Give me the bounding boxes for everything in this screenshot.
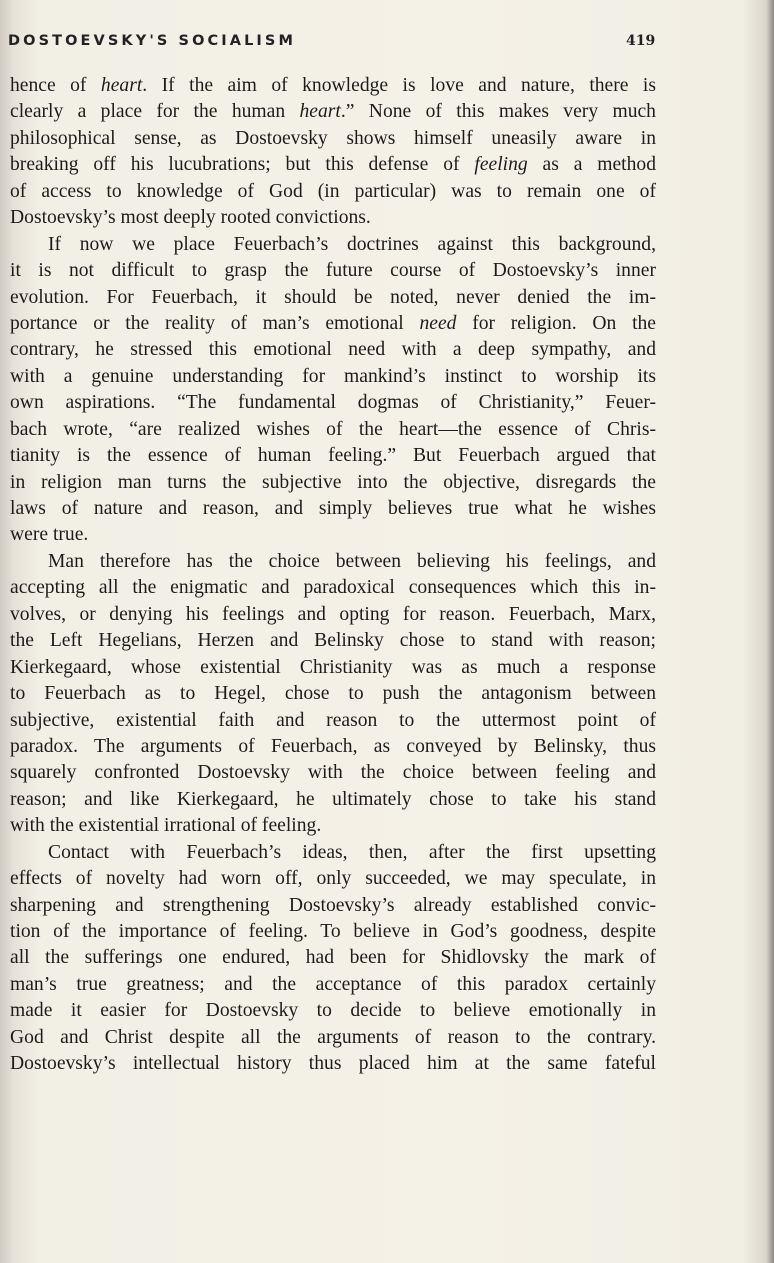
text-line — [10, 919, 656, 945]
text-line — [10, 73, 656, 99]
text-segment: . If the aim of knowledge is love and nature, there is — [142, 75, 656, 96]
text-segment: volves, or denying his feelings and opting for reason. Feuerbach, Marx, — [10, 603, 656, 625]
text-line — [10, 205, 656, 231]
text-segment: own aspirations. “The fundamental dogmas of Christianity,” Feuer- — [10, 392, 656, 414]
text-line — [10, 470, 656, 496]
italic-text: feeling — [474, 154, 528, 176]
paragraph — [10, 232, 656, 549]
text-segment: clearly a place for the human — [10, 101, 300, 123]
text-segment: accepting all the enigmatic and paradoxical consequences which this in- — [10, 577, 656, 599]
text-line — [10, 443, 656, 469]
text-segment: with a genuine understanding for mankind’s instinct to worship its — [10, 365, 656, 387]
text-segment: man’s true greatness; and the acceptance of this paradox certainly — [10, 973, 656, 995]
text-segment: God and Christ despite all the arguments of reason to the contrary. — [10, 1026, 656, 1048]
text-segment: it is not difficult to grasp the future course of Dostoevsky’s inner — [10, 260, 656, 282]
text-segment: subjective, existential faith and reason to the uttermost point of — [10, 709, 656, 731]
text-line — [10, 575, 656, 601]
text-line — [10, 866, 656, 892]
text-line — [10, 311, 656, 337]
text-line — [10, 549, 656, 575]
text-line — [10, 734, 656, 760]
text-segment: bach wrote, “are realized wishes of the heart—the essence of Chris- — [10, 418, 656, 440]
text-segment: portance or the reality of man’s emotional — [10, 312, 420, 334]
text-segment: as a method — [527, 154, 656, 176]
text-segment: laws of nature and reason, and simply believes true what he wishes — [10, 498, 656, 519]
text-segment: Dostoevsky’s most deeply rooted convictions. — [10, 207, 371, 229]
text-line — [10, 390, 656, 416]
text-segment: Man therefore has the choice between believing his feelings, and — [48, 550, 656, 572]
text-segment: squarely confronted Dostoevsky with the choice between feeling and — [10, 762, 656, 784]
italic-text: heart — [299, 101, 341, 123]
text-segment: effects of novelty had worn off, only succeeded, we may speculate, in — [10, 868, 656, 890]
text-segment: evolution. For Feuerbach, it should be noted, never denied the im- — [10, 286, 656, 308]
text-line — [10, 1025, 656, 1051]
text-line — [10, 628, 656, 654]
text-segment: were true. — [10, 524, 89, 546]
text-line — [10, 840, 656, 866]
text-line — [10, 787, 656, 813]
text-line — [10, 337, 656, 363]
text-segment: contrary, he stressed this emotional need with a deep sympathy, and — [10, 339, 656, 361]
text-line — [10, 813, 656, 839]
text-line — [10, 232, 656, 258]
text-segment: paradox. The arguments of Feuerbach, as conveyed by Belinsky, thus — [10, 735, 656, 757]
text-segment: of access to knowledge of God (in particular) was to remain one of — [10, 180, 656, 202]
text-line — [10, 364, 656, 390]
page-header — [8, 33, 656, 55]
text-line — [10, 708, 656, 734]
text-line — [10, 998, 656, 1024]
text-segment: the Left Hegelians, Herzen and Belinsky chose to stand with reason; — [10, 630, 656, 652]
text-line — [10, 655, 656, 681]
text-line — [10, 179, 656, 205]
paragraph — [10, 73, 656, 232]
text-line — [10, 945, 656, 971]
body-text — [10, 73, 656, 1078]
text-line — [10, 893, 656, 919]
text-segment: tion of the importance of feeling. To believe in God’s goodness, despite — [10, 921, 656, 942]
text-line — [10, 1051, 656, 1077]
text-line — [10, 285, 656, 311]
running-head: DOSTOEVSKY'S SOCIALISM — [8, 33, 296, 49]
text-segment: breaking off his lucubrations; but this defense of — [10, 154, 475, 176]
italic-text: need — [419, 312, 457, 334]
text-line — [10, 152, 656, 178]
text-segment: reason; and like Kierkegaard, he ultimately chose to take his stand — [10, 788, 656, 810]
text-line — [10, 417, 656, 443]
text-segment: sharpening and strengthening Dostoevsky’s already established convic- — [10, 894, 656, 916]
text-segment: hence of — [10, 75, 101, 96]
text-segment: tianity is the essence of human feeling.” But Feuerbach argued that — [10, 445, 656, 467]
text-segment: Contact with Feuerbach’s ideas, then, after the first upsetting — [48, 841, 656, 863]
text-line — [10, 972, 656, 998]
text-segment: with the existential irrational of feeling. — [10, 815, 322, 837]
text-segment: all the sufferings one endured, had been for Shidlovsky the mark of — [10, 947, 656, 969]
paragraph — [10, 549, 656, 840]
text-segment: for religion. On the — [456, 312, 657, 334]
italic-text: heart — [100, 75, 143, 96]
text-line — [10, 99, 656, 125]
text-segment: Kierkegaard, whose existential Christianity was as much a response — [10, 656, 656, 678]
text-segment: made it easier for Dostoevsky to decide to believe emotionally in — [10, 1000, 656, 1022]
text-line — [10, 602, 656, 628]
text-segment: If now we place Feuerbach’s doctrines against this background, — [48, 233, 656, 255]
text-line — [10, 681, 656, 707]
text-segment: Dostoevsky’s intellectual history thus placed him at the same fateful — [10, 1053, 656, 1075]
text-segment: philosophical sense, as Dostoevsky shows himself uneasily aware in — [10, 127, 656, 149]
paragraph — [10, 840, 656, 1078]
text-line — [10, 126, 656, 152]
text-line — [10, 496, 656, 522]
text-segment: in religion man turns the subjective into the objective, disregards the — [10, 471, 656, 493]
text-line — [10, 760, 656, 786]
page-number: 419 — [626, 33, 656, 49]
text-segment: to Feuerbach as to Hegel, chose to push the antagonism between — [10, 683, 656, 705]
text-line — [10, 522, 656, 548]
text-line — [10, 258, 656, 284]
text-segment: .” None of this makes very much — [340, 101, 656, 123]
